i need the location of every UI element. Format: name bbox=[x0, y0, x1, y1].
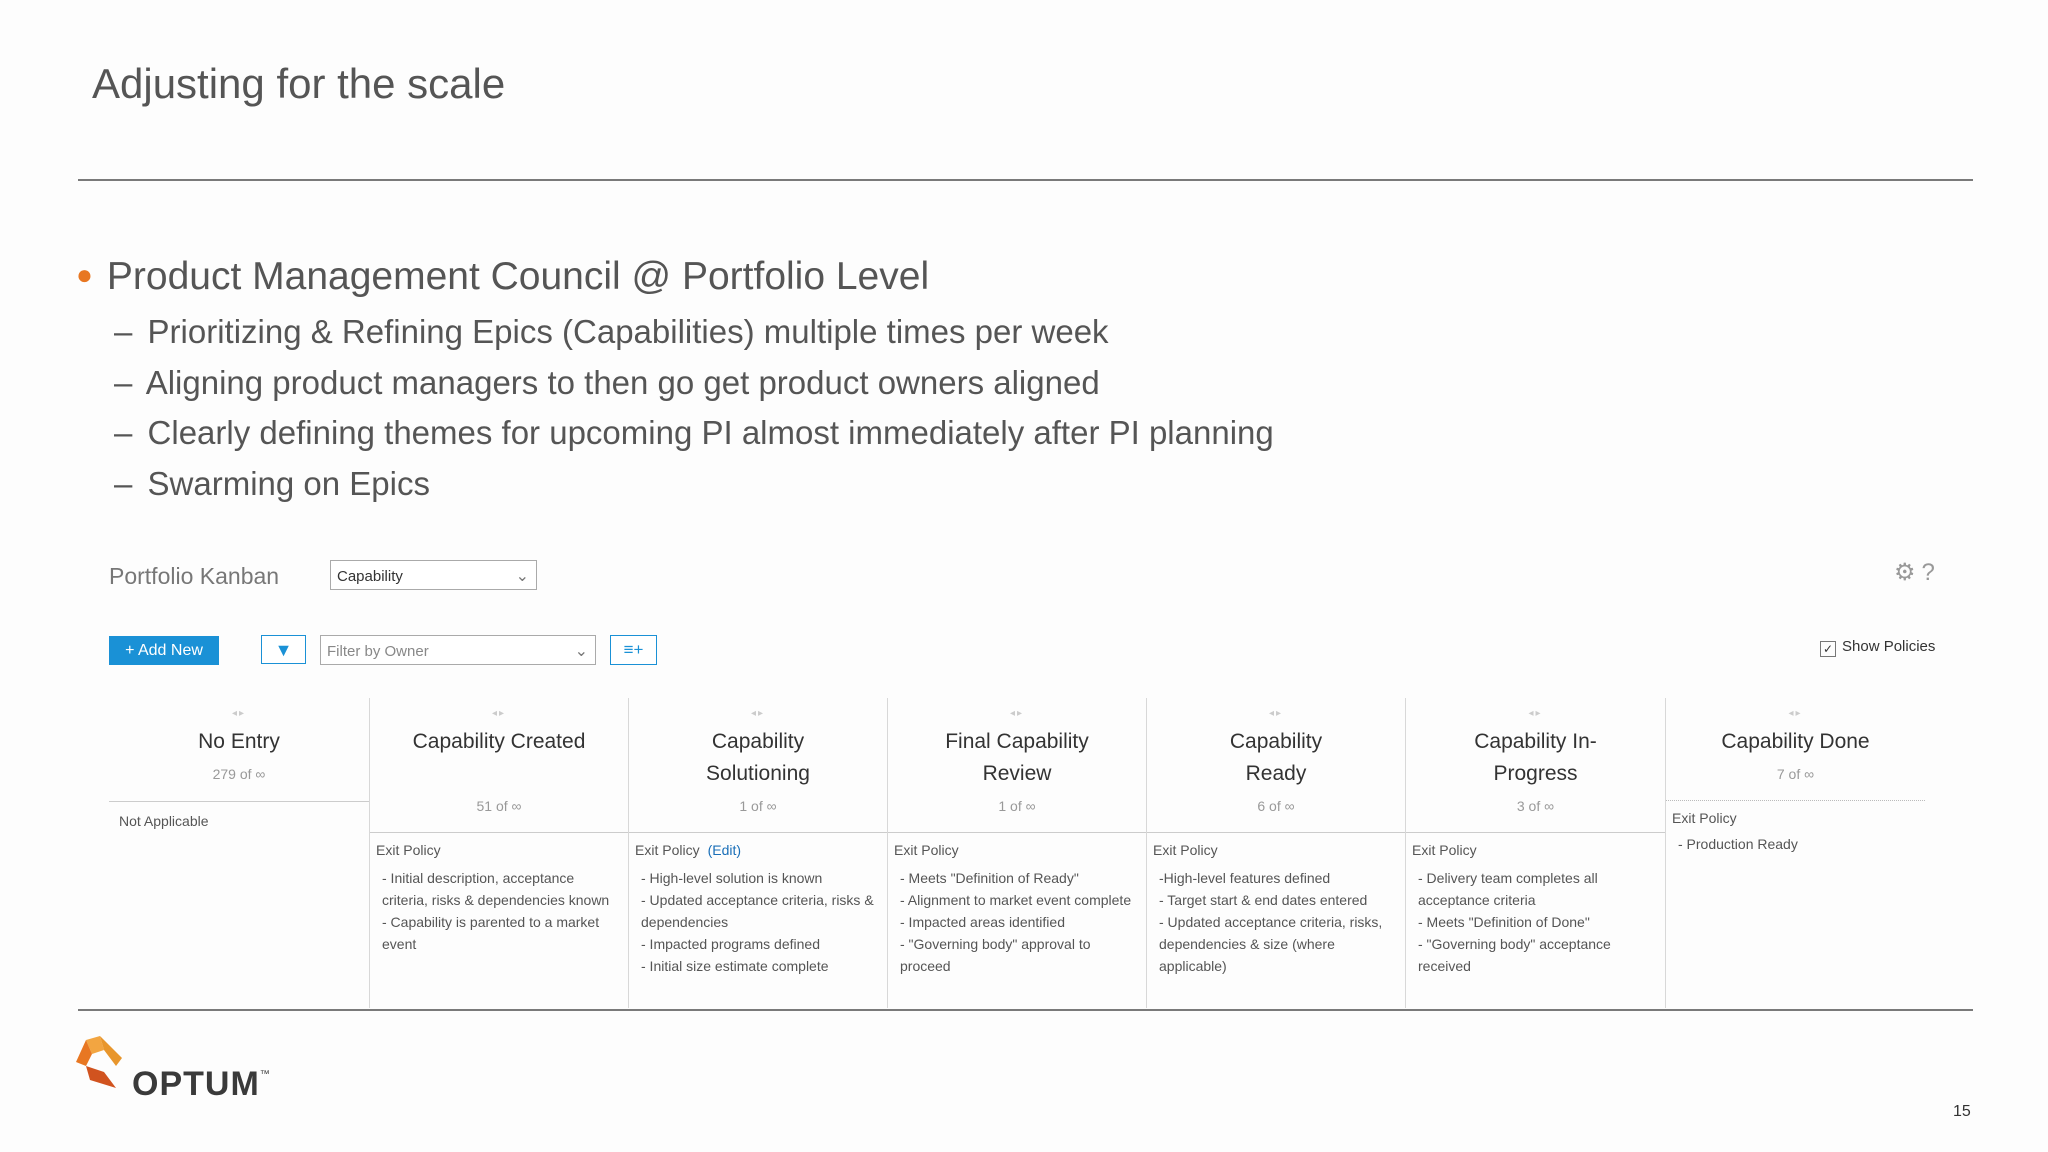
drag-handle-icon[interactable]: ◂▸ bbox=[1528, 708, 1543, 719]
drag-handle-icon[interactable]: ◂▸ bbox=[750, 708, 766, 719]
sub-bullet-4 bbox=[114, 465, 430, 503]
sub-bullet-dash: – bbox=[114, 364, 133, 401]
policy-item: -High-level features defined bbox=[1159, 870, 1331, 886]
column-count: 7 of ∞ bbox=[1776, 766, 1815, 782]
column-count: 3 of ∞ bbox=[1516, 798, 1555, 814]
top-right-icons bbox=[1888, 558, 1935, 587]
policy-header: Exit Policy bbox=[1412, 842, 1477, 858]
column-count: 6 of ∞ bbox=[1257, 798, 1295, 814]
sub-bullet-text: Swarming on Epics bbox=[147, 465, 430, 502]
edit-policy-link[interactable]: (Edit) bbox=[707, 842, 742, 858]
filter-icon[interactable]: ▼ bbox=[261, 635, 306, 664]
drag-handle-icon[interactable]: ◂▸ bbox=[1009, 708, 1025, 719]
column-policy bbox=[1666, 800, 1925, 1008]
column-name: Final Capability Review bbox=[945, 730, 1089, 785]
policy-item: - Delivery team completes all acceptance criteria bbox=[1418, 870, 1598, 908]
main-bullet-text: Product Management Council @ Portfolio Level bbox=[106, 255, 930, 298]
column-policy bbox=[1406, 832, 1665, 1008]
sub-bullet-text: Prioritizing & Refining Epics (Capabilities) multiple times per week bbox=[147, 313, 1109, 350]
kanban-column-capability-done bbox=[1665, 698, 1925, 1008]
policy-item: - Updated acceptance criteria, risks, dependencies & size (where applicable) bbox=[1159, 914, 1383, 974]
show-policies-toggle[interactable] bbox=[1820, 638, 1935, 657]
policy-header: Exit Policy bbox=[1672, 810, 1737, 826]
owner-filter-placeholder: Filter by Owner bbox=[327, 643, 429, 660]
policy-item: - "Governing body" acceptance received bbox=[1418, 936, 1611, 974]
sub-bullet-dash: – bbox=[114, 465, 133, 502]
drag-handle-icon[interactable]: ◂▸ bbox=[1268, 708, 1284, 719]
drag-handle-icon[interactable]: ◂▸ bbox=[1788, 708, 1803, 719]
policy-item: - Meets "Definition of Done" bbox=[1418, 914, 1590, 930]
column-name: Capability In-Progress bbox=[1474, 730, 1597, 785]
optum-logo-text bbox=[132, 1065, 271, 1104]
sub-bullet-1 bbox=[114, 313, 1109, 351]
page-number: 15 bbox=[1953, 1103, 1971, 1120]
policy-item: - High-level solution is known bbox=[641, 870, 823, 886]
column-count: 1 of ∞ bbox=[998, 798, 1036, 814]
chevron-down-icon: ⌄ bbox=[515, 568, 529, 585]
owner-filter-select[interactable] bbox=[320, 635, 596, 665]
policy-item: Not Applicable bbox=[119, 813, 209, 829]
sub-bullet-2 bbox=[114, 364, 1100, 402]
optum-wordmark: OPTUM bbox=[132, 1065, 260, 1103]
sub-bullet-3 bbox=[114, 414, 1274, 452]
kanban-column-capability-solutioning bbox=[628, 698, 887, 1008]
kanban-column-capability-in-progress bbox=[1405, 698, 1665, 1008]
type-select[interactable] bbox=[330, 560, 537, 590]
column-name: Capability Done bbox=[1721, 730, 1870, 753]
column-policy bbox=[1147, 832, 1405, 1008]
column-policy bbox=[370, 832, 628, 1008]
trademark-symbol: ™ bbox=[259, 1069, 271, 1080]
policy-item: - Updated acceptance criteria, risks & dependencies bbox=[641, 892, 874, 930]
bullet-dot: ● bbox=[76, 259, 93, 290]
kanban-column-capability-created bbox=[369, 698, 628, 1008]
column-name: Capability Created bbox=[412, 730, 586, 753]
top-divider bbox=[78, 179, 1973, 181]
drag-handle-icon[interactable]: ◂▸ bbox=[491, 708, 507, 719]
column-policy bbox=[888, 832, 1146, 1008]
column-name: Capability Ready bbox=[1229, 730, 1323, 785]
main-bullet bbox=[76, 255, 929, 299]
policy-item: - Capability is parented to a market event bbox=[382, 914, 600, 952]
drag-handle-icon[interactable]: ◂▸ bbox=[231, 708, 247, 719]
policy-item: - "Governing body" approval to proceed bbox=[900, 936, 1091, 974]
column-name: No Entry bbox=[198, 730, 280, 753]
policy-header-row bbox=[635, 839, 881, 861]
policy-item: - Alignment to market event complete bbox=[900, 892, 1132, 908]
show-policies-label: Show Policies bbox=[1842, 638, 1936, 655]
column-count: 279 of ∞ bbox=[212, 766, 266, 782]
column-name: Capability Solutioning bbox=[706, 730, 810, 785]
bottom-divider bbox=[78, 1009, 1973, 1011]
chevron-down-icon: ⌄ bbox=[574, 643, 588, 660]
policy-header: Exit Policy bbox=[635, 842, 700, 858]
gear-icon[interactable]: ⚙ bbox=[1894, 559, 1916, 586]
policy-item: - Initial size estimate complete bbox=[641, 958, 829, 974]
sub-bullet-dash: – bbox=[114, 313, 133, 350]
portfolio-kanban-label: Portfolio Kanban bbox=[109, 563, 280, 589]
policy-item: - Production Ready bbox=[1678, 836, 1798, 852]
checkbox-icon[interactable]: ✓ bbox=[1820, 641, 1836, 657]
type-select-value: Capability bbox=[337, 568, 403, 585]
expand-list-icon[interactable]: ≡+ bbox=[610, 635, 657, 665]
column-policy bbox=[629, 832, 887, 1008]
policy-item: - Meets "Definition of Ready" bbox=[900, 870, 1079, 886]
policy-item: - Impacted areas identified bbox=[900, 914, 1065, 930]
policy-item: - Target start & end dates entered bbox=[1159, 892, 1368, 908]
slide-title: Adjusting for the scale bbox=[92, 60, 506, 107]
policy-header: Exit Policy bbox=[1153, 842, 1218, 858]
column-policy bbox=[109, 801, 369, 1008]
column-count: 51 of ∞ bbox=[476, 798, 522, 814]
policy-item: - Initial description, acceptance criteria, risks & dependencies known bbox=[382, 870, 610, 908]
kanban-column-capability-ready bbox=[1146, 698, 1405, 1008]
help-icon[interactable]: ? bbox=[1921, 559, 1935, 586]
column-count: 1 of ∞ bbox=[739, 798, 777, 814]
kanban-column-no-entry bbox=[109, 698, 369, 1008]
sub-bullet-text: Aligning product managers to then go get product owners aligned bbox=[145, 364, 1100, 401]
sub-bullet-text: Clearly defining themes for upcoming PI almost immediately after PI planning bbox=[147, 414, 1274, 451]
sub-bullet-dash: – bbox=[114, 414, 133, 451]
policy-header: Exit Policy bbox=[376, 842, 441, 858]
policy-header: Exit Policy bbox=[894, 842, 959, 858]
kanban-column-final-capability-review bbox=[887, 698, 1146, 1008]
add-new-button[interactable]: + Add New bbox=[109, 636, 219, 665]
policy-item: - Impacted programs defined bbox=[641, 936, 820, 952]
optum-logo-icon bbox=[74, 1036, 130, 1094]
